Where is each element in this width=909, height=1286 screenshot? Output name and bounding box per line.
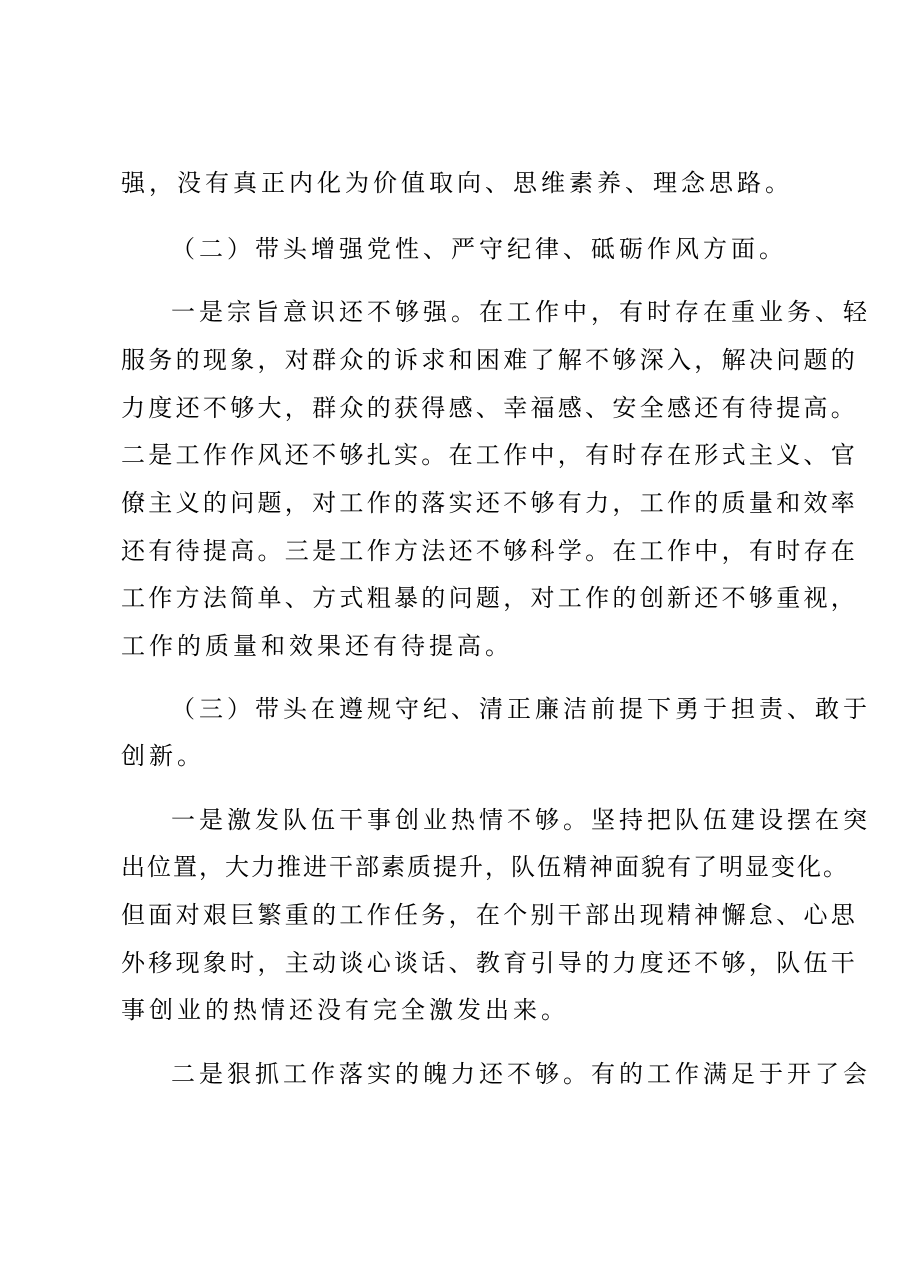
text-line: 二是狠抓工作落实的魄力还不够。有的工作满足于开了会	[171, 1060, 871, 1088]
text-line: 一是激发队伍干事创业热情不够。坚持把队伍建设摆在突	[171, 806, 871, 834]
section-heading: （三）带头在遵规守纪、清正廉洁前提下勇于担责、敢于	[171, 695, 871, 723]
text-line: 工作方法简单、方式粗暴的问题，对工作的创新还不够重视，	[121, 584, 859, 612]
text-line: 服务的现象，对群众的诉求和困难了解不够深入，解决问题的	[121, 346, 859, 374]
section-heading: （二）带头增强党性、严守纪律、砥砺作风方面。	[171, 235, 787, 263]
section-heading-continued: 创新。	[121, 742, 205, 770]
text-line: 力度还不够大，群众的获得感、幸福感、安全感还有待提高。	[121, 394, 859, 422]
text-line: 外移现象时，主动谈心谈话、教育引导的力度还不够，队伍干	[121, 949, 859, 977]
text-line: 事创业的热情还没有完全激发出来。	[121, 996, 569, 1024]
text-line: 出位置，大力推进干部素质提升，队伍精神面貌有了明显变化。	[121, 853, 849, 881]
text-line: 僚主义的问题，对工作的落实还不够有力，工作的质量和效率	[121, 489, 859, 517]
text-line: 强，没有真正内化为价值取向、思维素养、理念思路。	[121, 169, 793, 197]
text-line: 一是宗旨意识还不够强。在工作中，有时存在重业务、轻	[171, 298, 871, 326]
text-line: 二是工作作风还不够扎实。在工作中，有时存在形式主义、官	[121, 441, 859, 469]
text-line: 但面对艰巨繁重的工作任务，在个别干部出现精神懈怠、心思	[121, 901, 859, 929]
text-line: 还有待提高。三是工作方法还不够科学。在工作中，有时存在	[121, 537, 859, 565]
text-line: 工作的质量和效果还有待提高。	[121, 632, 513, 660]
